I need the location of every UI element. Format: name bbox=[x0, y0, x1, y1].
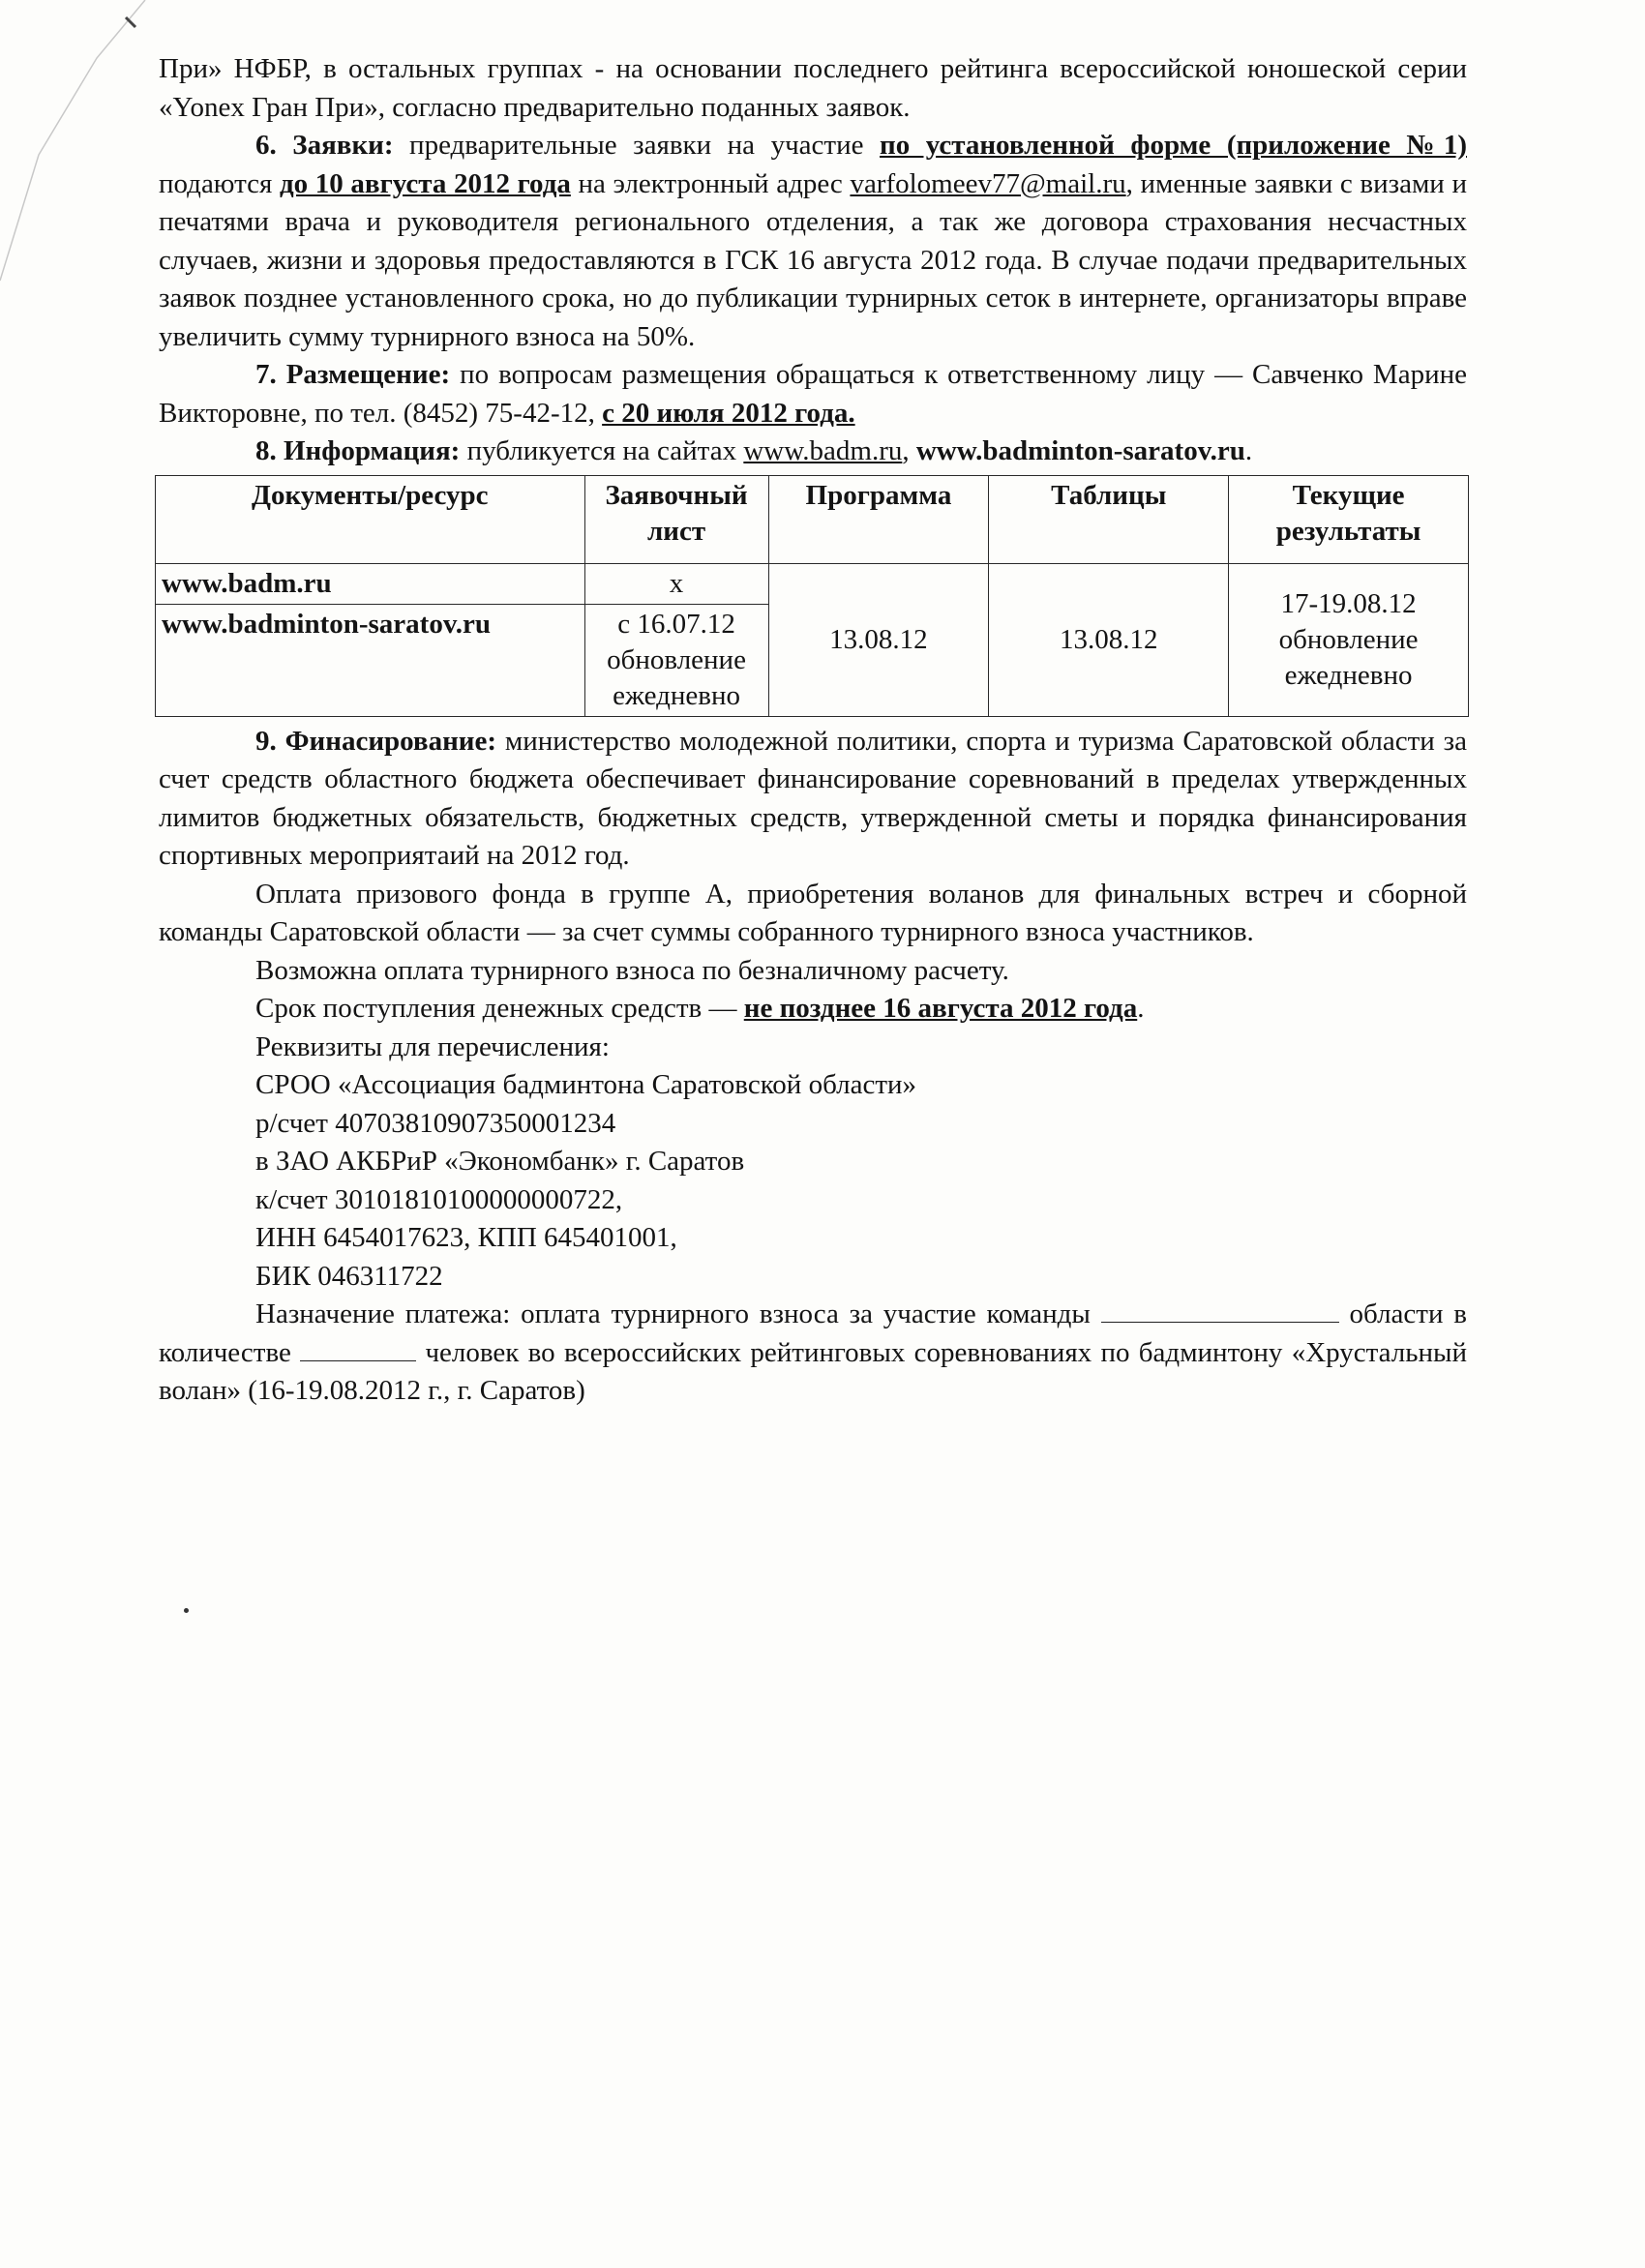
email-link[interactable]: varfolomeev77@mail.ru bbox=[850, 167, 1126, 199]
document-page bbox=[159, 50, 1467, 1411]
results-date: 17-19.08.12 обновление ежедневно bbox=[1229, 563, 1469, 716]
requisites-inn-kpp: ИНН 6454017623, КПП 645401001, bbox=[255, 1222, 677, 1253]
program-date: 13.08.12 bbox=[768, 563, 989, 716]
prize-fund-paragraph: Оплата призового фонда в группе А, приобретения воланов для финальных встреч и сборной команды Саратовской области — за счет суммы собранного турнирного взноса участников. bbox=[159, 878, 1467, 947]
row-site: www.badm.ru bbox=[156, 563, 585, 604]
section-6-label: 6. Заявки: bbox=[255, 130, 394, 161]
scan-artifact-line bbox=[0, 0, 155, 290]
row-form-value: с 16.07.12 обновление ежедневно bbox=[584, 604, 768, 716]
resources-table bbox=[155, 475, 1469, 717]
accommodation-date: с 20 июля 2012 года. bbox=[602, 397, 855, 429]
section-7-label: 7. Размещение: bbox=[255, 359, 451, 390]
requisites-title: Реквизиты для перечисления: bbox=[255, 1030, 610, 1062]
requisites-corr-account: к/счет 30101810100000000722, bbox=[255, 1183, 623, 1215]
payment-term-line: Срок поступления денежных средств — не позднее 16 августа 2012 года. bbox=[255, 993, 1145, 1024]
requisites-bank: в ЗАО АКБРиР «Экономбанк» г. Саратов bbox=[255, 1146, 745, 1177]
section-8-information: 8. Информация: публикуется на сайтах www.badm.ru, www.badminton-saratov.ru. bbox=[255, 435, 1253, 466]
section-9-label: 9. Финасирование: bbox=[255, 725, 497, 757]
header-resource: Документы/ресурс bbox=[156, 475, 585, 563]
row-form-value: х bbox=[584, 563, 768, 604]
cashless-payment-line: Возможна оплата турнирного взноса по безналичному расчету. bbox=[255, 954, 1009, 986]
section-9-financing: 9. Финасирование: министерство молодежной политики, спорта и туризма Саратовской области за счет средств областного бюджета обеспечивает финансирование соревнований в пределах утвержденных лимитов бюджетных обязательств, бюджетных средств, утвержденной сметы и порядка финансирования спортивных мероприятаий на 2012 год. bbox=[159, 725, 1467, 871]
header-tables: Таблицы bbox=[989, 475, 1229, 563]
intro-paragraph: При» НФБР, в остальных группах - на основании последнего рейтинга всероссийской юношеской серии «Yonex Гран При», согласно предварительно поданных заявок. bbox=[159, 53, 1467, 123]
requisites-account: р/счет 40703810907350001234 bbox=[255, 1107, 616, 1139]
section-8-label: 8. Информация: bbox=[255, 435, 461, 466]
payment-deadline: не позднее 16 августа 2012 года bbox=[743, 993, 1138, 1024]
header-current-results: Текущие результаты bbox=[1229, 475, 1469, 563]
payment-purpose-paragraph: Назначение платежа: оплата турнирного взноса за участие команды области в количестве человек во всероссийских рейтинговых соревнованиях по бадминтону «Хрустальный волан» (16-19.08.2012 г., г. Саратов) bbox=[159, 1298, 1468, 1406]
header-program: Программа bbox=[768, 475, 989, 563]
scan-speck bbox=[184, 1608, 189, 1613]
requisites-org: СРОО «Ассоциация бадминтона Саратовской области» bbox=[255, 1069, 917, 1100]
tables-date: 13.08.12 bbox=[989, 563, 1229, 716]
team-region-blank bbox=[1101, 1297, 1339, 1323]
site-link-badm[interactable]: www.badm.ru bbox=[743, 435, 903, 466]
section-7-accommodation: 7. Размещение: по вопросам размещения обращаться к ответственному лицу — Савченко Марине Викторовне, по тел. (8452) 75-42-12, с 20 июля 2012 года. bbox=[159, 359, 1467, 429]
table-row bbox=[156, 563, 1469, 604]
participants-count-blank bbox=[300, 1335, 416, 1361]
table-header-row bbox=[156, 475, 1469, 563]
section-6-applications: 6. Заявки: предварительные заявки на участие по установленной форме (приложение №1) подаются до 10 августа 2012 года на электронный адрес varfolomeev77@mail.ru, именные заявки с визами и печатями врача и руководителя регионального отделения, а так же договора страхования несчастных случаев, жизни и здоровья предоставляются в ГСК 16 августа 2012 года. В случае подачи предварительных заявок позднее установленного срока, но до публикации турнирных сеток в интернете, организаторы вправе увеличить сумму турнирного взноса на 50%. bbox=[159, 130, 1467, 352]
form-reference: по установленной форме (приложение №1) bbox=[880, 130, 1467, 161]
deadline-date: до 10 августа 2012 года bbox=[279, 167, 571, 199]
row-site: www.badminton-saratov.ru bbox=[156, 604, 585, 716]
header-application-form: Заявочный лист bbox=[584, 475, 768, 563]
site-link-saratov[interactable]: www.badminton-saratov.ru bbox=[915, 435, 1245, 466]
requisites-bik: БИК 046311722 bbox=[255, 1260, 443, 1292]
